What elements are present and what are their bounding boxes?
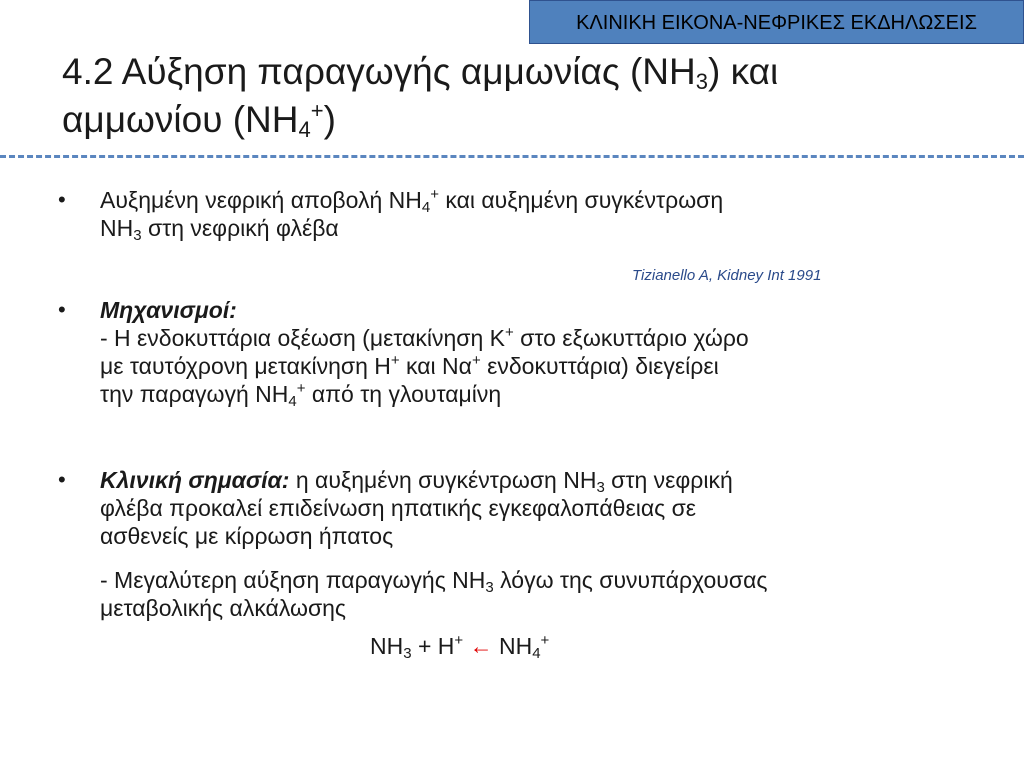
bullet-marker-1: •: [58, 187, 66, 212]
clinical-significance-heading: Κλινική σημασία:: [100, 467, 290, 493]
bullet-marker-3: •: [58, 467, 66, 492]
citation: Tizianello A, Kidney Int 1991: [632, 267, 822, 284]
title-line2: αμμωνίου $(NH_4^+)$: [62, 98, 336, 142]
bullet-3-subpoint: - Μεγαλύτερη αύξηση παραγωγής $NH_3$ λόγω της συνυπάρχουσας μεταβολικής αλκάλωσης: [100, 567, 768, 621]
page-title: [62, 48, 962, 144]
mechanisms-heading: Μηχανισμοί:: [100, 297, 237, 323]
bullet-1-text: Αυξημένη νεφρική αποβολή $NH_4^+$ και αυξημένη συγκέντρωση $NH_3$ στη νεφρική φλέβα: [100, 186, 724, 244]
section-badge: ΚΛΙΝΙΚΗ ΕΙΚΟΝΑ-ΝΕΦΡΙΚΕΣ ΕΚΔΗΛΩΣΕΙΣ: [529, 0, 1024, 44]
bullet-marker-2: •: [58, 297, 66, 322]
title-line1: 4.2 Αύξηση παραγωγής αμμωνίας $(NH_3)$ και: [62, 51, 779, 94]
chemical-equation: $NH_3 + H^+$ ← $NH_4^+$: [370, 632, 550, 662]
bullet-3-text: Κλινική σημασία: η αυξημένη συγκέντρωση $NH_3$ στη νεφρική φλέβα προκαλεί επιδείνωση ηπατικής εγκεφαλοπάθειας σε ασθενείς με κίρρωση ήπατος: [100, 467, 733, 549]
title-divider: [0, 155, 1024, 158]
bullet-2-text: Μηχανισμοί: - Η ενδοκυττάρια οξέωση (μετακίνηση Κ+ στο εξωκυττάριο χώρο με ταυτόχρονη μετακίνηση Η+ και Να+ ενδοκυττάρια) διεγείρει την παραγωγή $NH_4^+$ από τη γλουταμίνη: [100, 297, 749, 410]
left-arrow-icon: ←: [469, 633, 493, 659]
